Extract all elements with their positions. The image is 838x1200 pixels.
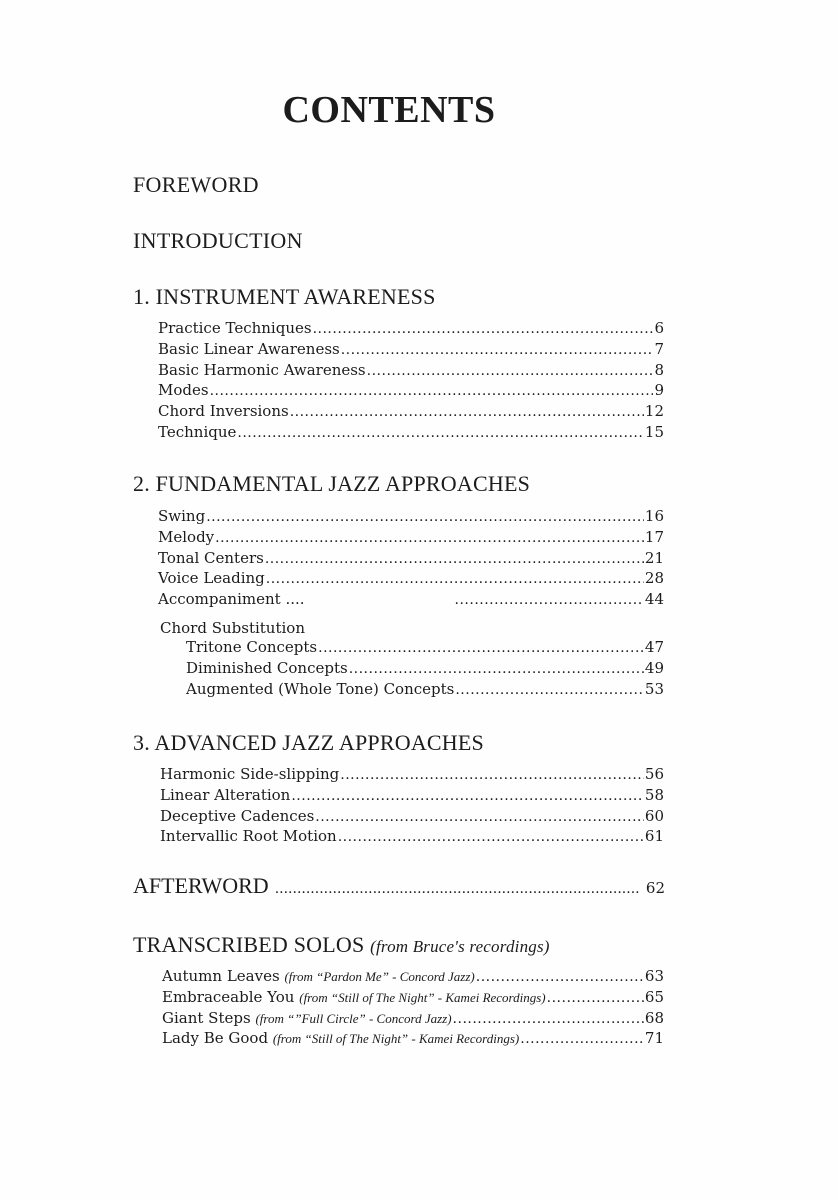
dot-leader (520, 1029, 644, 1050)
entry-label: Tritone Concepts (186, 638, 318, 656)
toc-entry[interactable] (158, 360, 664, 381)
entry-label: Modes (158, 381, 209, 400)
solo-title: Autumn Leaves (162, 967, 280, 985)
toc-entry[interactable] (162, 1008, 664, 1029)
toc-entry[interactable] (158, 568, 664, 589)
toc-entry[interactable] (186, 637, 664, 658)
entry-label: Practice Techniques (158, 319, 312, 337)
dot-leader (338, 827, 644, 848)
page-number: 8 (654, 360, 664, 379)
page-number: 60 (644, 806, 664, 825)
page-number: 44 (644, 590, 664, 609)
dot-leader (547, 988, 644, 1009)
toc-entry[interactable] (162, 987, 664, 1008)
page-number: 49 (644, 658, 664, 677)
entry-label: Melody (158, 527, 215, 546)
dot-leader (206, 507, 644, 528)
entry-label: Tonal Centers (158, 548, 264, 567)
entry-label: Linear Alteration (160, 785, 291, 804)
toc-entry[interactable] (158, 527, 664, 548)
entry-label (162, 1008, 452, 1030)
entry-label: Diminished Concepts (186, 658, 348, 677)
dot-leader (340, 765, 644, 786)
page-number: 47 (644, 638, 664, 656)
page-number: 63 (644, 967, 664, 985)
toc-entry[interactable] (158, 506, 664, 527)
page-number: 17 (644, 527, 664, 546)
entry-label: Basic Harmonic Awareness (158, 360, 366, 379)
dot-leader (455, 590, 644, 611)
introduction-heading: INTRODUCTION (133, 228, 303, 253)
dot-leader (215, 528, 644, 549)
page-number: 58 (644, 785, 664, 804)
section-2-heading: 2. FUNDAMENTAL JAZZ APPROACHES (133, 471, 531, 496)
transcribed-solos-note: (from Bruce's recordings) (370, 937, 550, 956)
entry-label (162, 1028, 519, 1050)
page-number: 28 (644, 569, 664, 588)
entry-label: Accompaniment .... (158, 590, 305, 609)
solo-title: Giant Steps (162, 1008, 251, 1027)
entry-label: Harmonic Side-slipping (160, 765, 340, 783)
transcribed-solos-entries (162, 966, 664, 1049)
entry-label: Intervallic Root Motion (160, 827, 337, 846)
recording-note: (from “”Full Circle” - Concord Jazz) (255, 1010, 452, 1026)
toc-entry[interactable] (160, 764, 664, 785)
entry-label: Voice Leading (158, 569, 265, 588)
dot-leader (275, 881, 640, 897)
page-number: 65 (644, 987, 664, 1006)
toc-entry[interactable] (162, 1028, 664, 1049)
page-number: 9 (654, 381, 664, 400)
dot-leader (313, 319, 654, 340)
section-3-entries (160, 764, 664, 847)
entry-label: Technique (158, 422, 237, 441)
toc-entry[interactable] (160, 785, 664, 806)
toc-entry[interactable] (160, 806, 664, 827)
page-number: 6 (654, 319, 664, 337)
toc-entry[interactable] (158, 401, 664, 422)
page-number: 61 (644, 827, 664, 846)
recording-note: (from “Still of The Night” - Kamei Recordings) (272, 1031, 520, 1047)
transcribed-solos-heading (133, 932, 550, 958)
recording-note: (from “Pardon Me” - Concord Jazz) (284, 969, 475, 984)
foreword-heading: FOREWORD (133, 172, 259, 197)
dot-leader (453, 1009, 644, 1030)
page-number: 53 (644, 679, 664, 698)
dot-leader (349, 659, 644, 680)
solo-title: Lady Be Good (162, 1029, 269, 1048)
transcribed-solos-title: TRANSCRIBED SOLOS (133, 932, 365, 957)
section-2-entries (158, 506, 664, 610)
dot-leader (291, 786, 644, 807)
dot-leader (290, 402, 644, 423)
section-1-heading: 1. INSTRUMENT AWARENESS (133, 284, 436, 309)
page-number: 68 (644, 1008, 664, 1027)
dot-leader (315, 807, 644, 828)
page-number: 7 (654, 339, 664, 358)
recording-note: (from “Still of The Night” - Kamei Recordings) (299, 989, 546, 1005)
page-title: CONTENTS (282, 89, 496, 131)
dot-leader (476, 967, 644, 988)
page-number: 56 (644, 765, 664, 783)
dot-leader (318, 638, 644, 659)
entry-label: Swing (158, 507, 206, 525)
entry-label: Chord Inversions (158, 402, 289, 421)
afterword-label: AFTERWORD (133, 873, 269, 898)
section-3-heading: 3. ADVANCED JAZZ APPROACHES (133, 730, 484, 755)
dot-leader (455, 680, 644, 701)
toc-entry[interactable] (186, 679, 664, 700)
afterword-entry[interactable] (133, 873, 665, 899)
solo-title: Embraceable You (162, 987, 295, 1006)
toc-entry[interactable] (158, 548, 664, 569)
toc-entry[interactable] (158, 339, 664, 360)
page-number: 62 (645, 879, 665, 897)
dot-leader (237, 423, 644, 444)
page-number: 16 (644, 507, 664, 525)
toc-entry[interactable] (160, 826, 664, 847)
dot-leader (266, 569, 644, 590)
dot-leader (341, 340, 654, 361)
entry-label: Basic Linear Awareness (158, 339, 340, 358)
entry-label (162, 987, 546, 1009)
section-1-entries (158, 318, 664, 443)
dot-leader (265, 549, 644, 570)
toc-entry[interactable] (162, 966, 664, 987)
entry-label: Augmented (Whole Tone) Concepts (186, 679, 455, 698)
toc-entry[interactable] (158, 318, 664, 339)
dot-leader (367, 361, 654, 382)
page-number: 15 (644, 422, 664, 441)
chord-substitution-heading: Chord Substitution (160, 619, 305, 637)
chord-substitution-entries (186, 637, 664, 699)
toc-entry[interactable] (158, 380, 664, 401)
page-number: 21 (644, 548, 664, 567)
page-number: 71 (644, 1029, 664, 1048)
toc-entry[interactable] (186, 658, 664, 679)
toc-entry[interactable] (158, 422, 664, 443)
dot-leader (210, 381, 654, 402)
entry-label: Deceptive Cadences (160, 806, 315, 825)
entry-label (162, 966, 475, 988)
toc-entry[interactable] (158, 589, 664, 610)
page-number: 12 (644, 402, 664, 421)
